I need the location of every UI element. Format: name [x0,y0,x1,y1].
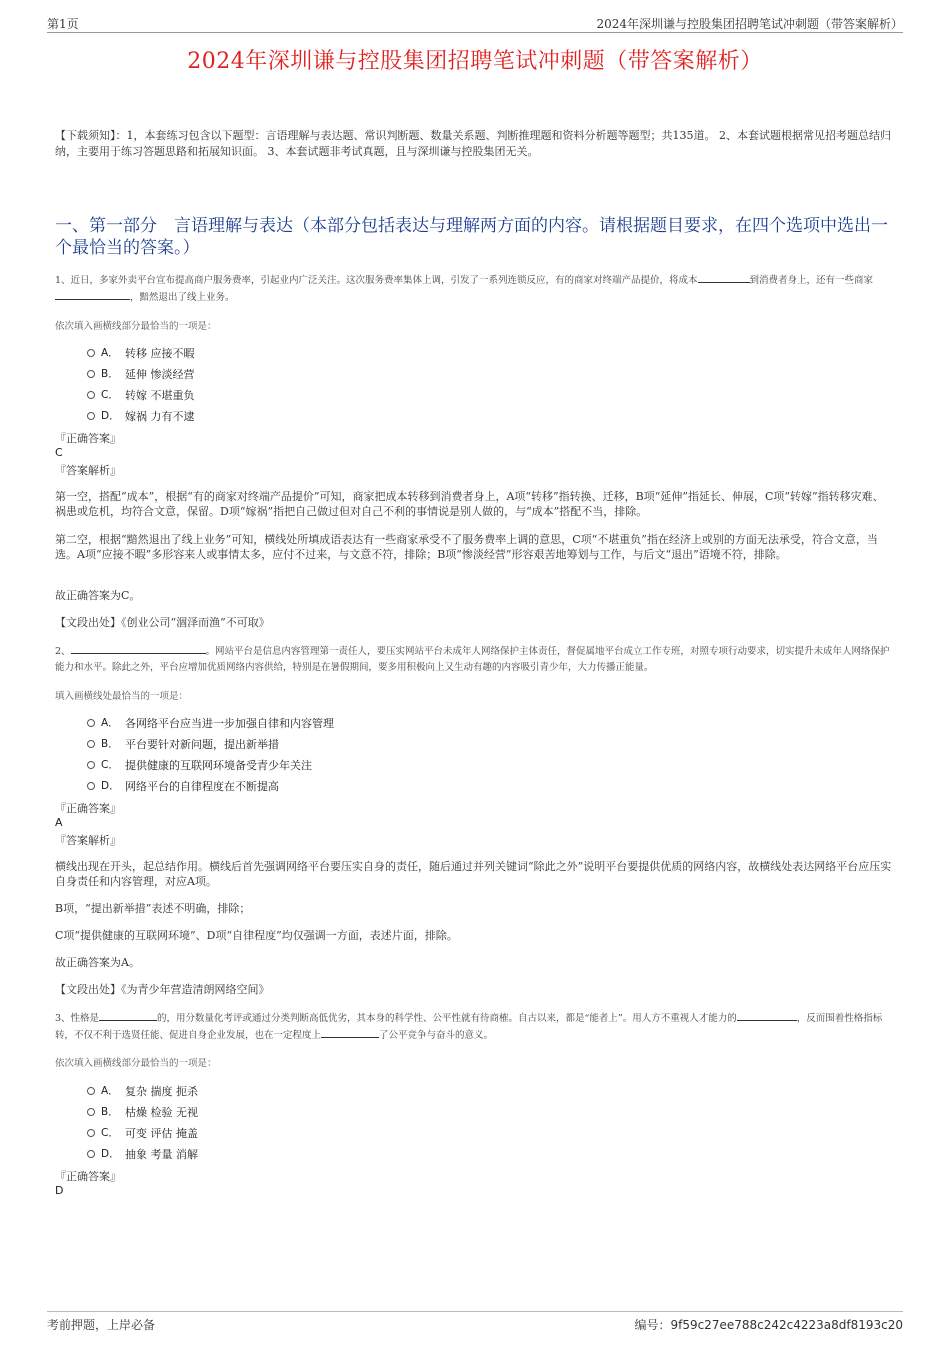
correct-answer: A [55,816,63,829]
option-c[interactable]: C． 可变 评估 掩盖 [87,1122,198,1143]
question-2-text: 2、 。网站平台是信息内容管理第一责任人，要压实网站平台未成年人网络保护主体责任，督促属地平台成立工作专班，对照专项行动要求，切实提升未成年人网络保护能力和水平。除此之外，平台应增加优质网络内容供给，特别是在暑假期间，要多用积极向上又生动有趣的内容吸引青少年，大力传播正能量。 [55,643,895,676]
document-code: 编号：9f59c27ee788c242c4223a8df8193c20 [634,1318,903,1332]
source-citation: 【文段出处】《创业公司“涸泽而渔”不可取》 [55,616,270,629]
answer-blank [698,272,750,283]
answer-blank [737,1010,797,1021]
analysis-conclusion: 故正确答案为C。 [55,589,141,602]
radio-icon[interactable] [87,1087,95,1095]
radio-icon[interactable] [87,740,95,748]
footer-slogan: 考前押题，上岸必备 [47,1318,156,1332]
analysis-conclusion: 故正确答案为A。 [55,956,140,969]
question-1-prompt: 依次填入画横线部分最恰当的一项是： [55,321,217,332]
question-2-prompt: 填入画横线处最恰当的一项是： [55,691,189,702]
answer-blank [321,1027,379,1038]
question-2-options [87,712,334,796]
source-citation: 【文段出处】《为青少年营造清朗网络空间》 [55,983,270,996]
page-header [47,14,903,33]
document-title: 2024年深圳谦与控股集团招聘笔试冲刺题（带答案解析） [187,49,763,74]
question-1-options [87,342,195,426]
radio-icon[interactable] [87,391,95,399]
option-a[interactable]: A． 各网络平台应当进一步加强自律和内容管理 [87,712,334,733]
option-b[interactable]: B． 枯燥 检验 无视 [87,1101,198,1122]
option-d[interactable]: D． 抽象 考量 消解 [87,1143,198,1164]
question-3-options [87,1080,198,1164]
radio-icon[interactable] [87,782,95,790]
answer-label: 『正确答案』 [55,802,121,815]
question-3-text: 3、性格是 的，用分数量化考评或通过分类判断高低优劣，其本身的科学性、公平性就有待商榷。自古以来，都是“能者上”。用人方不重视人才能力的 ，反而围着性格指标转，不仅不利于选贤任能、促进自身企业发展，也在一定程度上 了公平竞争与奋斗的意义。 [55,1010,895,1044]
answer-blank [99,1010,157,1021]
radio-icon[interactable] [87,349,95,357]
option-d[interactable]: D． 嫁祸 力有不逮 [87,405,195,426]
radio-icon[interactable] [87,1150,95,1158]
page-footer [47,1311,903,1332]
analysis-paragraph: 第二空，根据“黯然退出了线上业务”可知，横线处所填成语表达有一些商家承受不了服务费率上调的意思，C项“不堪重负”指在经济上或别的方面无法承受，符合文意，当选。A项“应接不暇”多形容来人或事情太多，应付不过来，与文意不符，排除；B项“惨淡经营”形容艰苦地筹划与工作，与后文“退出”语境不符，排除。 [55,533,878,561]
radio-icon[interactable] [87,1108,95,1116]
question-1-text: 1、近日，多家外卖平台宣布提高商户服务费率，引起业内广泛关注。这次服务费率集体上调，引发了一系列连锁反应，有的商家对终端产品提价，将成本 到消费者身上，还有一些商家，黯然退出了线上业务。 [55,272,895,306]
correct-answer: C [55,446,63,459]
answer-blank [71,643,206,654]
analysis-label: 『答案解析』 [55,464,121,477]
analysis-paragraph: 第一空，搭配“成本”，根据“有的商家对终端产品提价”可知，商家把成本转移到消费者身上，A项“转移”指转换、迁移，B项“延伸”指延长、伸展，C项“转嫁”指转移灾难、祸患或危机，均符合文意，保留。D项“嫁祸”指把自己做过但对自己不利的事情说是别人做的，与“成本”搭配不当，排除。 [55,490,884,518]
answer-label: 『正确答案』 [55,1170,121,1183]
option-c[interactable]: C． 转嫁 不堪重负 [87,384,195,405]
radio-icon[interactable] [87,370,95,378]
analysis-paragraph: 横线出现在开头，起总结作用。横线后首先强调网络平台要压实自身的责任，随后通过并列关键词“除此之外”说明平台要提供优质的网络内容，故横线处表达网络平台应压实自身责任和内容管理，对应A项。 [55,860,892,888]
radio-icon[interactable] [87,1129,95,1137]
radio-icon[interactable] [87,761,95,769]
header-doc-name: 2024年深圳谦与控股集团招聘笔试冲刺题（带答案解析） [596,17,903,31]
option-b[interactable]: B． 延伸 惨淡经营 [87,363,195,384]
option-d[interactable]: D． 网络平台的自律程度在不断提高 [87,775,334,796]
option-a[interactable]: A． 转移 应接不暇 [87,342,195,363]
option-a[interactable]: A． 复杂 揣度 扼杀 [87,1080,198,1101]
analysis-label: 『答案解析』 [55,834,121,847]
analysis-paragraph: B项，“提出新举措”表述不明确，排除； [55,902,251,915]
section-title: 一、第一部分 言语理解与表达（本部分包括表达与理解两方面的内容。请根据题目要求，在四个选项中选出一个最恰当的答案。） [55,216,888,258]
radio-icon[interactable] [87,719,95,727]
option-b[interactable]: B． 平台要针对新问题，提出新举措 [87,733,334,754]
question-3-prompt: 依次填入画横线部分最恰当的一项是： [55,1058,217,1069]
page-number: 第1页 [47,17,79,31]
answer-blank [55,289,130,300]
radio-icon[interactable] [87,412,95,420]
correct-answer: D [55,1184,64,1197]
download-notice: 【下载须知】：1，本套练习包含以下题型：言语理解与表达题、常识判断题、数量关系题、判断推理题和资料分析题等题型；共135道。 2、本套试题根据常见招考题总结归纳，主要用于练习答题思路和拓展知识面。 3、本套试题非考试真题，且与深圳谦与控股集团无关。 [55,129,891,158]
analysis-paragraph: C项“提供健康的互联网环境”、D项“自律程度”均仅强调一方面，表述片面，排除。 [55,929,458,942]
option-c[interactable]: C． 提供健康的互联网环境备受青少年关注 [87,754,334,775]
answer-label: 『正确答案』 [55,432,121,445]
